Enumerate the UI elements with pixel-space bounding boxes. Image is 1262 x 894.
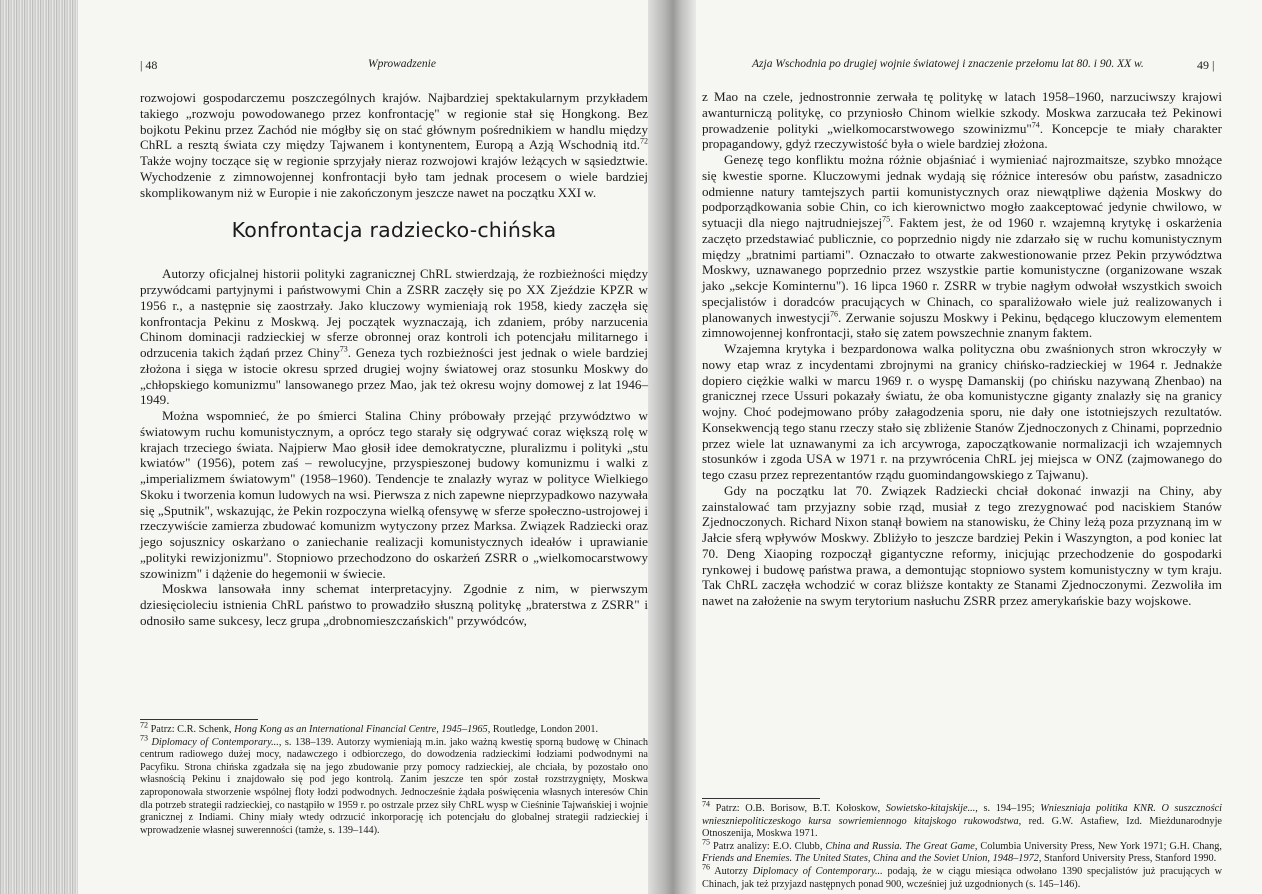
left-running-head — [140, 58, 648, 78]
left-body — [140, 90, 648, 629]
left-footnotes — [140, 719, 648, 837]
paragraph: Genezę tego konfliktu można różnie objaśniać i wymieniać najrozmaitsze, szybko mnożące się kwestie sporne. Kluczowymi jednak wydają się różnice interesów obu państw, zasadniczo odmienne natury tamtejszych partii komunistycznych oraz niewątpliwe dążenia Moskwy do podporządkowania sobie Chin, co ich kierownictwo mogło zaakceptować jedynie chwilowo, w sytuacji dla niego najtrudniejszej$^{75}$. Faktem jest, że od 1960 r. wzajemną krytykę i oskarżenia zaczęto przedstawiać publicznie, co poprzednio nigdy nie zdarzało się w ruchu komunistycznym między „bratnimi partiami". Oznaczało to otwarte zakwestionowanie przez Pekin przywództwa Moskwy, uznawanego poprzednio przez wszystkie partie komunistyczne (organizowane wszak jako „sekcje Kominternu"). 16 lipca 1960 r. ZSRR w trybie nagłym odwołał wszystkich swoich specjalistów i doradców pracujących w Chinach, co sparaliżowało wiele już realizowanych i planowanych inwestycji$^{76}$. Zerwanie sojuszu Moskwy i Pekinu, będącego kluczowym elementem zimnowojennej konfrontacji, stało się zatem powszechnie znanym faktem. — [702, 152, 1222, 341]
left-page — [140, 58, 648, 836]
paragraph: Można wspomnieć, że po śmierci Stalina Chiny próbowały przejąć przywództwo w światowym ruchu komunistycznym, a oprócz tego starały się odgrywać coraz większą rolę w krajach trzeciego świata. Najpierw Mao głosił idee demokratyczne, pluralizmu i polityki „stu kwiatów" (1956), potem zaś – rewolucyjne, przyspieszonej budowy komunizmu i walki z „imperializmem światowym" (1958–1960). Tendencje te znalazły wyraz w polityce Wielkiego Skoku i tworzenia komun ludowych na wsi. Pierwsza z nich zapewne nieprzypadkowo nazywała się „Sputnik", wskazując, że Pekin rozpoczyna wielką ofensywę w sferze społeczno-ustrojowej i rzeczywiście zamierza zbudować komunizm wytyczony przez Marksa. Związek Radziecki oraz jego sojusznicy oskarżano o zaniechanie realizacji komunistycznych ideałów i uprawianie „polityki rewizjonizmu". Stopniowo przechodzono do oskarżeń ZSRR o „wielkomocarstwowy szowinizm" i dążenie do hegemonii w świecie. — [140, 408, 648, 581]
right-body — [702, 89, 1222, 609]
footnote-ref: 76 — [830, 309, 838, 319]
paragraph: Wzajemna krytyka i bezpardonowa walka polityczna obu zwaśnionych stron wkroczyły w nowy etap wraz z incydentami zbrojnymi na granicy chińsko-radzieckiej w 1964 r. Jednakże dopiero ciężkie walki w marcu 1969 r. o wyspę Damanskij (po chińsku nazywaną Zhenbao) na granicznej rzece Ussuri pokazały światu, że oba komunistyczne giganty znalazły się na granicy wojny. Choć podejmowano próby załagodzenia sporu, nie dały one istotniejszych rezultatów. Konsekwencją tego stanu rzeczy stało się zbliżenie Stanów Zjednoczonych z Chinami, poprzednio przez wiele lat uznawanymi za ich arcywroga, zapoczątkowanie normalizacji ich wzajemnych stosunków i zgoda USA w 1971 r. na przywrócenia ChRL jej miejsca w ONZ (zajmowanego do tego czasu przez reprezentantów rządu guomindangowskiego z Tajwanu). — [702, 341, 1222, 482]
left-page-number: | 48 — [140, 58, 158, 72]
footnote-ref: 73 — [339, 344, 348, 354]
paragraph: Gdy na początku lat 70. Związek Radziecki chciał dokonać inwazji na Chiny, aby zainstalować tam przyjazny sobie rząd, musiał z tego zrezygnować pod naciskiem Stanów Zjednoczonych. Richard Nixon stanął bowiem na stanowisku, że Chiny leżą poza przyznaną im w Jałcie sferą wpływów Moskwy. Zbliżyło to jeszcze bardziej Pekin i Waszyngton, a pod koniec lat 70. Deng Xiaoping rozpoczął gigantyczne reformy, inicjując przechodzenie do gospodarki rynkowej i budowę państwa prawa, a demontując stopniowo system komunistyczny w tym kraju. Tak ChRL zaczęła wchodzić w coraz bliższe kontakty ze Stanami Zjednoczonymi. Zezwoliła im nawet na założenie na swym terytorium nasłuchu ZSRR przez amerykańskie bazy wojskowe. — [702, 482, 1222, 608]
right-footnotes — [702, 798, 1222, 891]
page-edge-shadow — [0, 0, 78, 894]
right-page — [702, 58, 1223, 890]
footnote-ref: 72 — [640, 136, 648, 146]
footnote-75: $^{75}$ Patrz analizy: E.O. Clubb, China and Russia. The Great Game, Columbia University Press, New York 1971; G.H. Chang, Friends and Enemies. The United States, China and the Soviet Union, 1948–1972, Stanford University Press, Stanford 1990. — [702, 837, 1222, 865]
paragraph: Moskwa lansowała inny schemat interpretacyjny. Zgodnie z nim, w pierwszym dziesięcioleciu istnienia ChRL państwo to prowadziło słuszną politykę „braterstwa z ZSRR" i odnosiło same sukcesy, lecz grupa „drobnomieszczańskich" przywódców, — [140, 581, 648, 628]
footnote-74: $^{74}$ Patrz: O.B. Borisow, B.T. Kołoskow, Sowietsko-kitajskije..., s. 194–195; Wnieszniaja politika KNR. O suszczności wnieszniepoliticzeskogo kursa sowriemiennogo kitajskogo rukowodstwa, red. G.W. Astafiew, Izd. Mieżdunarodnyje Otnoszenija, Moskwa 1971. — [702, 799, 1223, 840]
paragraph: Autorzy oficjalnej historii polityki zagranicznej ChRL stwierdzają, że rozbieżności między przywódcami partyjnymi i państwowymi Chin a ZSRR zaczęły się po XX Zjeździe KPZR w 1956 r., a następnie się zaostrzały. Jako kluczowy wymieniają rok 1958, kiedy zaczęła się konfrontacja Pekinu z Moskwą. Jej początek wyznaczają, ich zdaniem, próby narzucenia Chinom dominacji radzieckiej w sferze obronnej oraz kontroli ich potencjału militarnego i odrzucenia takich żądań przez Chiny$^{73}$. Geneza tych rozbieżności jest jednak o wiele bardziej złożona i sięga w istocie okresu sprzed drugiej wojny światowej oraz stosunku Moskwy do „chłopskiego komunizmu" lansowanego przez Mao, jak też okresu wojny domowej z lat 1946–1949. — [140, 266, 648, 408]
right-running-title: Azja Wschodnia po drugiej wojnie światowej i znaczenie przełomu lat 80. i 90. XX w. — [752, 58, 1144, 70]
footnote-76: $^{76}$ Autorzy Diplomacy of Contemporary... podają, że w ciągu miesiąca odwołano 1390 specjalistów już pracujących w Chinach, jak też przyjazd następnych ponad 900, wcześniej już uzgodnionych (s. 145–146). — [702, 862, 1223, 890]
footnote-rule — [702, 798, 820, 799]
book-gutter — [648, 0, 696, 894]
footnote-72: $^{72}$ Patrz: C.R. Schenk, Hong Kong as an International Financial Centre, 1945–1965, Routledge, London 2001. — [140, 720, 599, 735]
footnote-rule — [140, 719, 258, 720]
section-heading: Konfrontacja radziecko-chińska — [231, 218, 557, 243]
footnote-ref: 74 — [1031, 120, 1040, 130]
footnote-ref: 75 — [882, 214, 891, 224]
right-running-head — [702, 58, 1222, 78]
paragraph: rozwojowi gospodarczemu poszczególnych krajów. Najbardziej spektakularnym przykładem takiego „rozwoju powodowanego przez konfrontację" w regionie stał się Hongkong. Bez bojkotu Pekinu przez Zachód nie mógłby się on stać głównym pośrednikiem w handlu między ChRL a resztą świata czy między Tajwanem i kontynentem, Europą a Azją Wschodnią itd.$^{72}$ Także wojny toczące się w regionie sprzyjały nieraz rozwojowi krajów leżących w sąsiedztwie. Wychodzenie z zimnowojennej konfrontacji było tam jednak procesem o wiele bardziej skomplikowanym niż w Europie i nie zakończonym jeszcze nawet na początku XXI w. — [140, 90, 648, 200]
left-running-title: Wprowadzenie — [368, 58, 436, 70]
footnote-73: $^{73}$ Diplomacy of Contemporary..., s. 138–139. Autorzy wymieniają m.in. jako ważną kwestię sporną budowę w Chinach centrum radiowego dużej mocy, nadawczego i odbiorczego, do dowodzenia radzieckimi łodziami podwodnymi na Pacyfiku. Strona chińska zgadzała się na jego zbudowanie przy pomocy radzieckiej, ale chciała, by pozostało ono własnością Pekinu i znajdowało się pod jego kontrolą. Zanim jeszcze ten spór został rozstrzygnięty, Moskwa zaproponowała stworzenie wspólnej floty łodzi podwodnych. Jednocześnie żądała poświęcenia własnych interesów Chin dla potrzeb strategii radzieckiej, co nastąpiło w 1959 r. po ostrzale przez siły ChRL wysp w Cieśninie Tajwańskiej i wojnie granicznej z Indiami. Chiny miały wtedy odrzucić inkorporację ich potencjału do globalnej strategii radzieckiej i wprowadzenie własnej suwerenności (tamże, s. 139–144). — [140, 733, 648, 836]
paragraph: z Mao na czele, jednostronnie zerwała tę politykę w latach 1958–1960, narzuciwszy krajowi awanturniczą politykę, co przyniosło Chinom wielkie szkody. Moskwa zarzucała też Pekinowi prowadzenie polityki „wielkomocarstwowego szowinizmu"$^{74}$. Koncepcje te miały charakter propagandowy, gdyż rzeczywistość była o wiele bardziej złożona. — [702, 89, 1222, 152]
right-page-number: 49 | — [1197, 58, 1215, 72]
